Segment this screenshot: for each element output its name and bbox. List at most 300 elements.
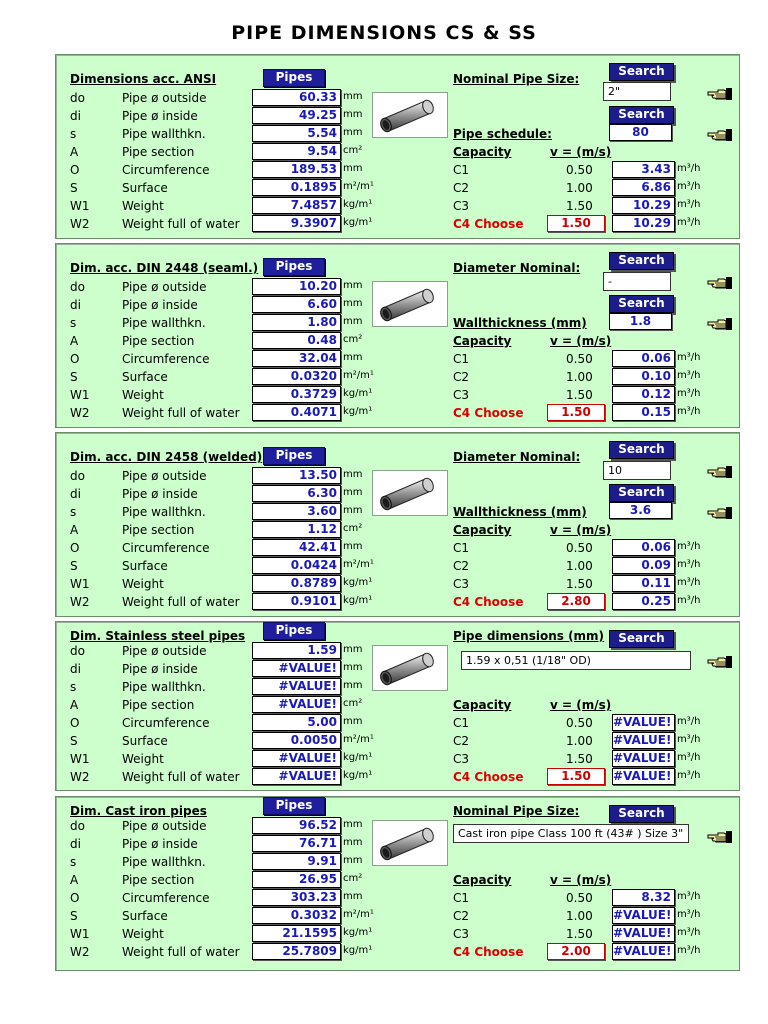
c4-choose-label: C4 Choose [453,595,524,609]
c4-choose-label: C4 Choose [453,770,524,784]
capacity-unit: m³/h [677,595,701,606]
pipe-image-icon [372,470,448,516]
capacity-value: 0.06 [612,539,675,556]
value-cell: 26.95 [252,871,341,888]
unit-label: kg/m¹ [343,945,373,956]
velocity-value: 1.50 [566,577,593,591]
row-symbol: W2 [70,770,90,784]
row-label: Surface [122,370,168,384]
row-symbol: s [70,680,77,694]
velocity-heading: v = (m/s) [550,523,612,537]
capacity-row-label: C1 [453,891,470,905]
panel-title: Dim. Stainless steel pipes [70,629,246,643]
c4-capacity-value: #VALUE! [612,768,675,785]
c4-velocity-input[interactable]: 2.80 [547,593,605,610]
value-cell: 0.4071 [252,404,341,421]
row-label: Pipe section [122,145,195,159]
size-input[interactable]: 2" [603,82,671,101]
row-label: Pipe wallthkn. [122,127,206,141]
pipe-image-icon [372,820,448,866]
pipes-button[interactable]: Pipes [263,258,325,276]
unit-label: kg/m¹ [343,406,373,417]
pipes-button[interactable]: Pipes [263,447,325,465]
search-button[interactable]: Search [609,441,674,459]
row-symbol: S [70,734,78,748]
row-label: Pipe wallthkn. [122,855,206,869]
capacity-row-label: C2 [453,370,470,384]
second-selector-label: Wallthickness (mm) [453,316,587,330]
capacity-unit: m³/h [677,163,701,174]
value-cell: 0.3032 [252,907,341,924]
capacity-unit: m³/h [677,352,701,363]
capacity-unit: m³/h [677,752,701,763]
value-cell: 1.59 [252,642,341,659]
row-label: Surface [122,734,168,748]
capacity-value: #VALUE! [612,750,675,767]
value-cell: 303.23 [252,889,341,906]
unit-label: m²/m¹ [343,559,374,570]
unit-label: mm [343,505,363,516]
unit-label: mm [343,109,363,120]
row-symbol: O [70,891,80,905]
panel-title: Dim. acc. DIN 2448 (seaml.) [70,261,259,275]
search-button[interactable]: Search [609,295,674,313]
velocity-heading: v = (m/s) [550,698,612,712]
velocity-value: 1.00 [566,559,593,573]
capacity-unit: m³/h [677,406,701,417]
unit-label: kg/m¹ [343,752,373,763]
row-label: Pipe ø inside [122,487,198,501]
c4-capacity-value: 10.29 [612,215,675,232]
row-symbol: W2 [70,217,90,231]
value-cell: 1.12 [252,521,341,538]
row-symbol: W1 [70,388,90,402]
row-label: Pipe ø outside [122,91,207,105]
value-cell: 60.33 [252,89,341,106]
row-symbol: di [70,298,81,312]
search-button[interactable]: Search [609,484,674,502]
page-title: PIPE DIMENSIONS CS & SS [231,22,537,44]
capacity-value: #VALUE! [612,925,675,942]
row-symbol: W1 [70,927,90,941]
row-label: Pipe ø outside [122,644,207,658]
unit-label: mm [343,352,363,363]
row-label: Pipe section [122,523,195,537]
velocity-heading: v = (m/s) [550,334,612,348]
capacity-unit: m³/h [677,199,701,210]
row-label: Pipe section [122,334,195,348]
row-symbol: W2 [70,406,90,420]
unit-label: cm² [343,334,363,345]
value-cell: 10.20 [252,278,341,295]
pointing-hand-icon[interactable] [707,275,733,289]
value-cell: 3.60 [252,503,341,520]
velocity-heading: v = (m/s) [550,873,612,887]
row-label: Pipe section [122,873,195,887]
capacity-row-label: C3 [453,752,470,766]
capacity-row-label: C2 [453,909,470,923]
pipe-panel [55,432,740,617]
c4-velocity-input[interactable]: 1.50 [547,404,605,421]
value-cell: #VALUE! [252,750,341,767]
row-label: Weight full of water [122,217,240,231]
pointing-hand-icon[interactable] [707,505,733,519]
value-cell: 0.1895 [252,179,341,196]
panel-title: Dim. Cast iron pipes [70,804,207,818]
capacity-row-label: C3 [453,577,470,591]
capacity-unit: m³/h [677,370,701,381]
row-label: Weight [122,388,164,402]
unit-label: mm [343,469,363,480]
row-symbol: S [70,909,78,923]
row-symbol: A [70,334,79,348]
pipe-image-icon [372,281,448,327]
unit-label: kg/m¹ [343,577,373,588]
row-label: Surface [122,559,168,573]
row-symbol: A [70,145,79,159]
unit-label: mm [343,716,363,727]
capacity-value: #VALUE! [612,714,675,731]
pipe-panel [55,54,740,239]
unit-label: mm [343,91,363,102]
row-symbol: A [70,698,79,712]
row-label: Weight full of water [122,770,240,784]
unit-label: m²/m¹ [343,370,374,381]
row-symbol: O [70,541,80,555]
unit-label: kg/m¹ [343,595,373,606]
search-button[interactable]: Search [609,630,674,648]
pipes-button[interactable]: Pipes [263,622,325,640]
row-label: Pipe wallthkn. [122,505,206,519]
capacity-value: 0.12 [612,386,675,403]
value-cell: 1.80 [252,314,341,331]
row-symbol: do [70,819,85,833]
value-cell: 49.25 [252,107,341,124]
capacity-row-label: C2 [453,734,470,748]
capacity-unit: m³/h [677,927,701,938]
value-cell: 76.71 [252,835,341,852]
unit-label: mm [343,837,363,848]
size-label: Diameter Nominal: [453,261,581,275]
capacity-heading: Capacity [453,145,512,159]
capacity-unit: m³/h [677,734,701,745]
c4-choose-label: C4 Choose [453,406,524,420]
row-symbol: di [70,109,81,123]
size-label: Nominal Pipe Size: [453,804,580,818]
c4-capacity-value: #VALUE! [612,943,675,960]
c4-capacity-value: 0.25 [612,593,675,610]
pointing-hand-icon[interactable] [707,316,733,330]
value-cell: 7.4857 [252,197,341,214]
row-symbol: W2 [70,595,90,609]
search-button[interactable]: Search [609,63,674,81]
row-label: Circumference [122,716,210,730]
row-symbol: O [70,352,80,366]
capacity-value: 0.09 [612,557,675,574]
value-cell: 0.0050 [252,732,341,749]
velocity-value: 0.50 [566,541,593,555]
value-cell: #VALUE! [252,678,341,695]
value-cell: 0.3729 [252,386,341,403]
capacity-row-label: C2 [453,181,470,195]
row-symbol: di [70,487,81,501]
capacity-value: 0.11 [612,575,675,592]
velocity-value: 0.50 [566,891,593,905]
capacity-row-label: C1 [453,716,470,730]
value-cell: 189.53 [252,161,341,178]
pointing-hand-icon[interactable] [707,86,733,100]
unit-label: cm² [343,523,363,534]
capacity-unit: m³/h [677,909,701,920]
pipe-panel [55,796,740,971]
capacity-value: 6.86 [612,179,675,196]
unit-label: cm² [343,145,363,156]
pointing-hand-icon[interactable] [707,654,733,668]
row-symbol: W1 [70,752,90,766]
pipes-button[interactable]: Pipes [263,69,325,87]
row-symbol: s [70,855,77,869]
unit-label: mm [343,644,363,655]
velocity-value: 1.50 [566,752,593,766]
search-button[interactable]: Search [609,106,674,124]
unit-label: kg/m¹ [343,770,373,781]
value-cell: 0.48 [252,332,341,349]
row-label: Weight [122,199,164,213]
value-cell: #VALUE! [252,660,341,677]
value-cell: 0.0320 [252,368,341,385]
velocity-value: 0.50 [566,716,593,730]
row-symbol: O [70,163,80,177]
velocity-value: 1.50 [566,927,593,941]
value-cell: 9.91 [252,853,341,870]
value-cell: 21.1595 [252,925,341,942]
unit-label: cm² [343,698,363,709]
row-symbol: A [70,873,79,887]
velocity-value: 0.50 [566,352,593,366]
velocity-value: 0.50 [566,163,593,177]
row-symbol: do [70,91,85,105]
unit-label: mm [343,487,363,498]
pointing-hand-icon[interactable] [707,127,733,141]
row-symbol: S [70,181,78,195]
row-symbol: S [70,370,78,384]
size-input[interactable]: - [603,272,671,291]
unit-label: mm [343,280,363,291]
second-selector-label: Pipe schedule: [453,127,552,141]
value-cell: #VALUE! [252,696,341,713]
row-symbol: W2 [70,945,90,959]
capacity-value: #VALUE! [612,732,675,749]
capacity-row-label: C3 [453,927,470,941]
size-input[interactable]: 10 [603,461,671,480]
capacity-value: 10.29 [612,197,675,214]
row-label: Weight full of water [122,406,240,420]
capacity-row-label: C1 [453,541,470,555]
row-symbol: W1 [70,577,90,591]
row-label: Weight [122,752,164,766]
row-label: Weight [122,577,164,591]
capacity-row-label: C1 [453,163,470,177]
unit-label: mm [343,855,363,866]
row-symbol: s [70,127,77,141]
velocity-value: 1.00 [566,909,593,923]
unit-label: kg/m¹ [343,217,373,228]
capacity-heading: Capacity [453,523,512,537]
unit-label: mm [343,541,363,552]
row-label: Pipe wallthkn. [122,316,206,330]
row-symbol: do [70,280,85,294]
c4-velocity-input[interactable]: 1.50 [547,768,605,785]
capacity-heading: Capacity [453,698,512,712]
unit-label: m²/m¹ [343,909,374,920]
value-cell: 5.54 [252,125,341,142]
row-label: Pipe ø inside [122,298,198,312]
value-cell: 6.60 [252,296,341,313]
capacity-row-label: C3 [453,388,470,402]
search-button[interactable]: Search [609,252,674,270]
size-label: Diameter Nominal: [453,450,581,464]
search-button[interactable]: Search [609,805,674,823]
unit-label: kg/m¹ [343,927,373,938]
unit-label: m²/m¹ [343,181,374,192]
capacity-unit: m³/h [677,388,701,399]
capacity-value: 0.06 [612,350,675,367]
capacity-unit: m³/h [677,181,701,192]
row-label: Surface [122,909,168,923]
value-cell: #VALUE! [252,768,341,785]
row-symbol: s [70,505,77,519]
row-symbol: A [70,523,79,537]
row-label: Circumference [122,891,210,905]
value-cell: 6.30 [252,485,341,502]
value-cell: 0.8789 [252,575,341,592]
unit-label: mm [343,127,363,138]
panel-title: Dimensions acc. ANSI [70,72,217,86]
capacity-unit: m³/h [677,217,701,228]
pipe-image-icon [372,645,448,691]
row-label: Pipe ø outside [122,469,207,483]
row-label: Pipe ø outside [122,280,207,294]
size-label: Nominal Pipe Size: [453,72,580,86]
c4-velocity-input[interactable]: 2.00 [547,943,605,960]
second-selector-input[interactable]: 80 [609,124,672,141]
unit-label: cm² [343,873,363,884]
size-input[interactable]: 1.59 x 0,51 (1/18" OD) [461,651,691,670]
capacity-row-label: C3 [453,199,470,213]
second-selector-input[interactable]: 1.8 [609,313,672,330]
value-cell: 9.54 [252,143,341,160]
capacity-value: #VALUE! [612,907,675,924]
unit-label: mm [343,680,363,691]
unit-label: m²/m¹ [343,734,374,745]
c4-choose-label: C4 Choose [453,217,524,231]
capacity-unit: m³/h [677,541,701,552]
c4-velocity-input[interactable]: 1.50 [547,215,605,232]
velocity-value: 1.50 [566,199,593,213]
row-symbol: W1 [70,199,90,213]
value-cell: 9.3907 [252,215,341,232]
capacity-row-label: C2 [453,559,470,573]
row-label: Weight full of water [122,945,240,959]
pointing-hand-icon[interactable] [707,829,733,843]
size-input[interactable]: Cast iron pipe Class 100 ft (43# ) Size 3" [453,824,689,843]
row-label: Circumference [122,163,210,177]
value-cell: 0.9101 [252,593,341,610]
pipe-image-icon [372,92,448,138]
row-label: Circumference [122,352,210,366]
pipes-button[interactable]: Pipes [263,797,325,815]
row-symbol: di [70,662,81,676]
pointing-hand-icon[interactable] [707,464,733,478]
row-label: Pipe ø outside [122,819,207,833]
capacity-unit: m³/h [677,945,701,956]
unit-label: mm [343,662,363,673]
capacity-unit: m³/h [677,891,701,902]
capacity-unit: m³/h [677,770,701,781]
capacity-heading: Capacity [453,873,512,887]
capacity-unit: m³/h [677,716,701,727]
second-selector-label: Wallthickness (mm) [453,505,587,519]
unit-label: kg/m¹ [343,388,373,399]
row-label: Pipe wallthkn. [122,680,206,694]
c4-choose-label: C4 Choose [453,945,524,959]
capacity-row-label: C1 [453,352,470,366]
value-cell: 96.52 [252,817,341,834]
row-symbol: do [70,469,85,483]
capacity-value: 0.10 [612,368,675,385]
second-selector-input[interactable]: 3.6 [609,502,672,519]
unit-label: mm [343,163,363,174]
capacity-value: 8.32 [612,889,675,906]
row-label: Pipe ø inside [122,662,198,676]
panel-title: Dim. acc. DIN 2458 (welded) [70,450,263,464]
row-label: Weight [122,927,164,941]
unit-label: mm [343,891,363,902]
row-symbol: O [70,716,80,730]
pipe-panel [55,621,740,791]
size-label: Pipe dimensions (mm) [453,629,605,643]
value-cell: 5.00 [252,714,341,731]
value-cell: 25.7809 [252,943,341,960]
unit-label: mm [343,316,363,327]
unit-label: kg/m¹ [343,199,373,210]
capacity-heading: Capacity [453,334,512,348]
velocity-value: 1.00 [566,734,593,748]
capacity-unit: m³/h [677,577,701,588]
value-cell: 42.41 [252,539,341,556]
row-label: Pipe ø inside [122,837,198,851]
velocity-value: 1.00 [566,181,593,195]
row-symbol: di [70,837,81,851]
row-label: Pipe section [122,698,195,712]
row-symbol: S [70,559,78,573]
velocity-heading: v = (m/s) [550,145,612,159]
capacity-unit: m³/h [677,559,701,570]
value-cell: 0.0424 [252,557,341,574]
c4-capacity-value: 0.15 [612,404,675,421]
row-label: Circumference [122,541,210,555]
velocity-value: 1.00 [566,370,593,384]
unit-label: mm [343,819,363,830]
value-cell: 13.50 [252,467,341,484]
velocity-value: 1.50 [566,388,593,402]
pipe-panel [55,243,740,428]
capacity-value: 3.43 [612,161,675,178]
row-symbol: s [70,316,77,330]
row-label: Pipe ø inside [122,109,198,123]
row-symbol: do [70,644,85,658]
row-label: Weight full of water [122,595,240,609]
